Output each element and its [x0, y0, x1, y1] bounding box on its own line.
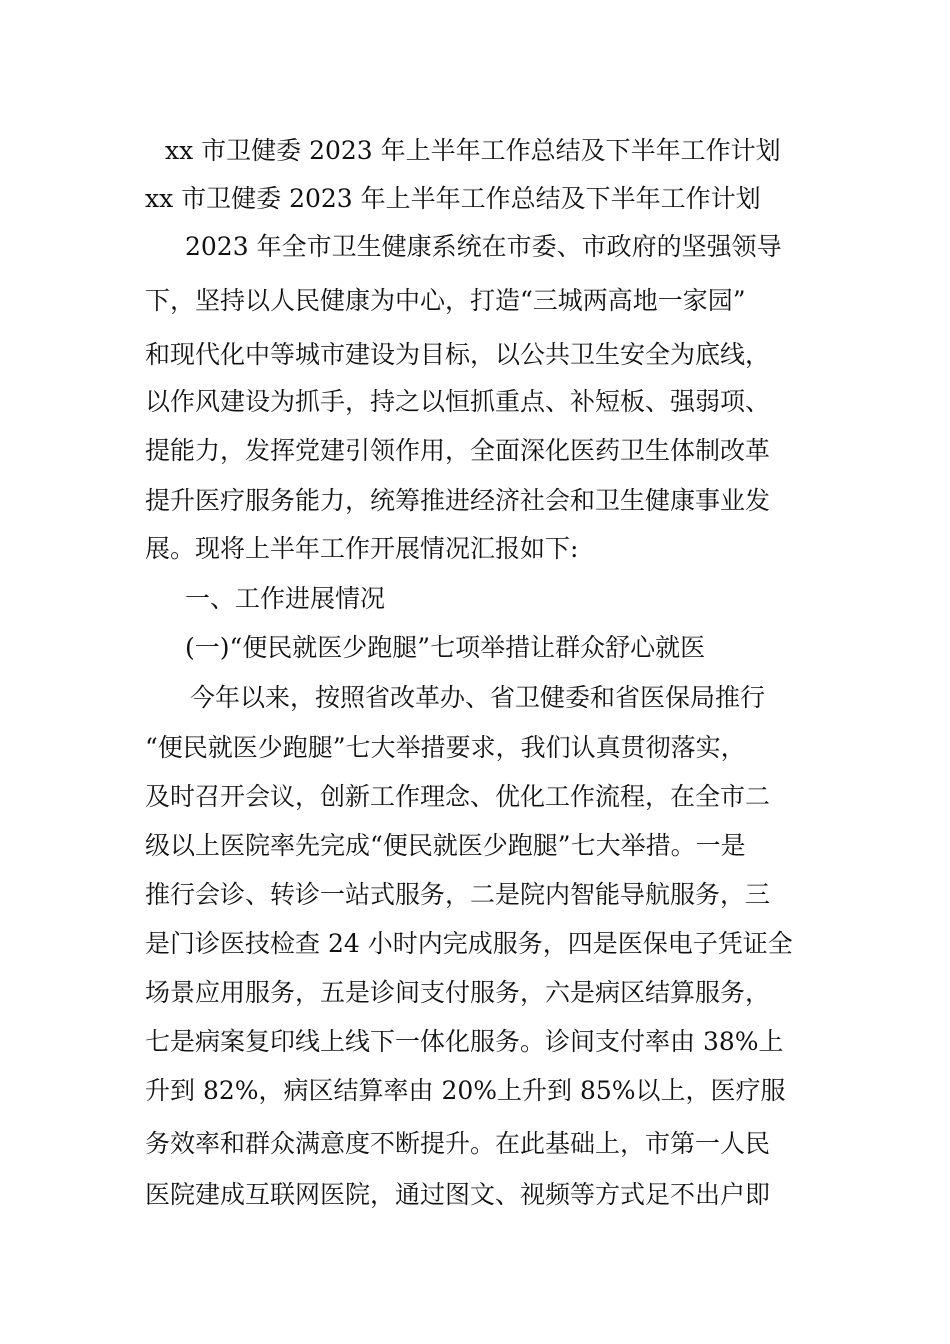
- paragraph-line: 务效率和群众满意度不断提升。在此基础上，市第一人民: [145, 1129, 771, 1158]
- paragraph-line: 推行会诊、转诊一站式服务，二是院内智能导航服务，三: [145, 880, 771, 909]
- section-heading: 一、工作进展情况: [185, 584, 386, 613]
- document-title-line-2: xx 市卫健委 2023 年上半年工作总结及下半年工作计划: [145, 184, 761, 213]
- paragraph-line: 今年以来，按照省改革办、省卫健委和省医保局推行: [190, 683, 766, 712]
- paragraph-line: 是门诊医技检查 24 小时内完成服务，四是医保电子凭证全: [145, 929, 793, 958]
- paragraph-line: 提能力，发挥党建引领作用，全面深化医药卫生体制改革: [145, 436, 771, 465]
- document-title-line-1: xx 市卫健委 2023 年上半年工作总结及下半年工作计划: [165, 136, 781, 165]
- paragraph-line: 以作风建设为抓手，持之以恒抓重点、补短板、强弱项、: [145, 387, 771, 416]
- paragraph-line: 场景应用服务，五是诊间支付服务，六是病区结算服务，: [145, 978, 771, 1007]
- paragraph-line: 医院建成互联网医院，通过图文、视频等方式足不出户即: [145, 1180, 771, 1209]
- paragraph-line: “便民就医少跑腿”七大举措要求，我们认真贯彻落实，: [145, 733, 746, 762]
- paragraph-line: 及时召开会议，创新工作理念、优化工作流程，在全市二: [145, 782, 771, 811]
- paragraph-line: 下，坚持以人民健康为中心，打造“三城两高地一家园”: [145, 286, 746, 315]
- paragraph-line: 2023 年全市卫生健康系统在市委、市政府的坚强领导: [185, 232, 782, 261]
- paragraph-line: 级以上医院率先完成“便民就医少跑腿”七大举措。一是: [145, 831, 746, 860]
- paragraph-line: 展。现将上半年工作开展情况汇报如下:: [145, 534, 579, 563]
- paragraph-line: 提升医疗服务能力，统筹推进经济社会和卫生健康事业发: [145, 486, 771, 515]
- paragraph-line: 七是病案复印线上线下一体化服务。诊间支付率由 38%上: [145, 1027, 784, 1056]
- paragraph-line: 升到 82%，病区结算率由 20%上升到 85%以上，医疗服: [145, 1076, 786, 1105]
- subsection-heading: (一)“便民就医少跑腿”七项举措让群众舒心就医: [185, 633, 706, 662]
- paragraph-line: 和现代化中等城市建设为目标，以公共卫生安全为底线，: [145, 340, 771, 369]
